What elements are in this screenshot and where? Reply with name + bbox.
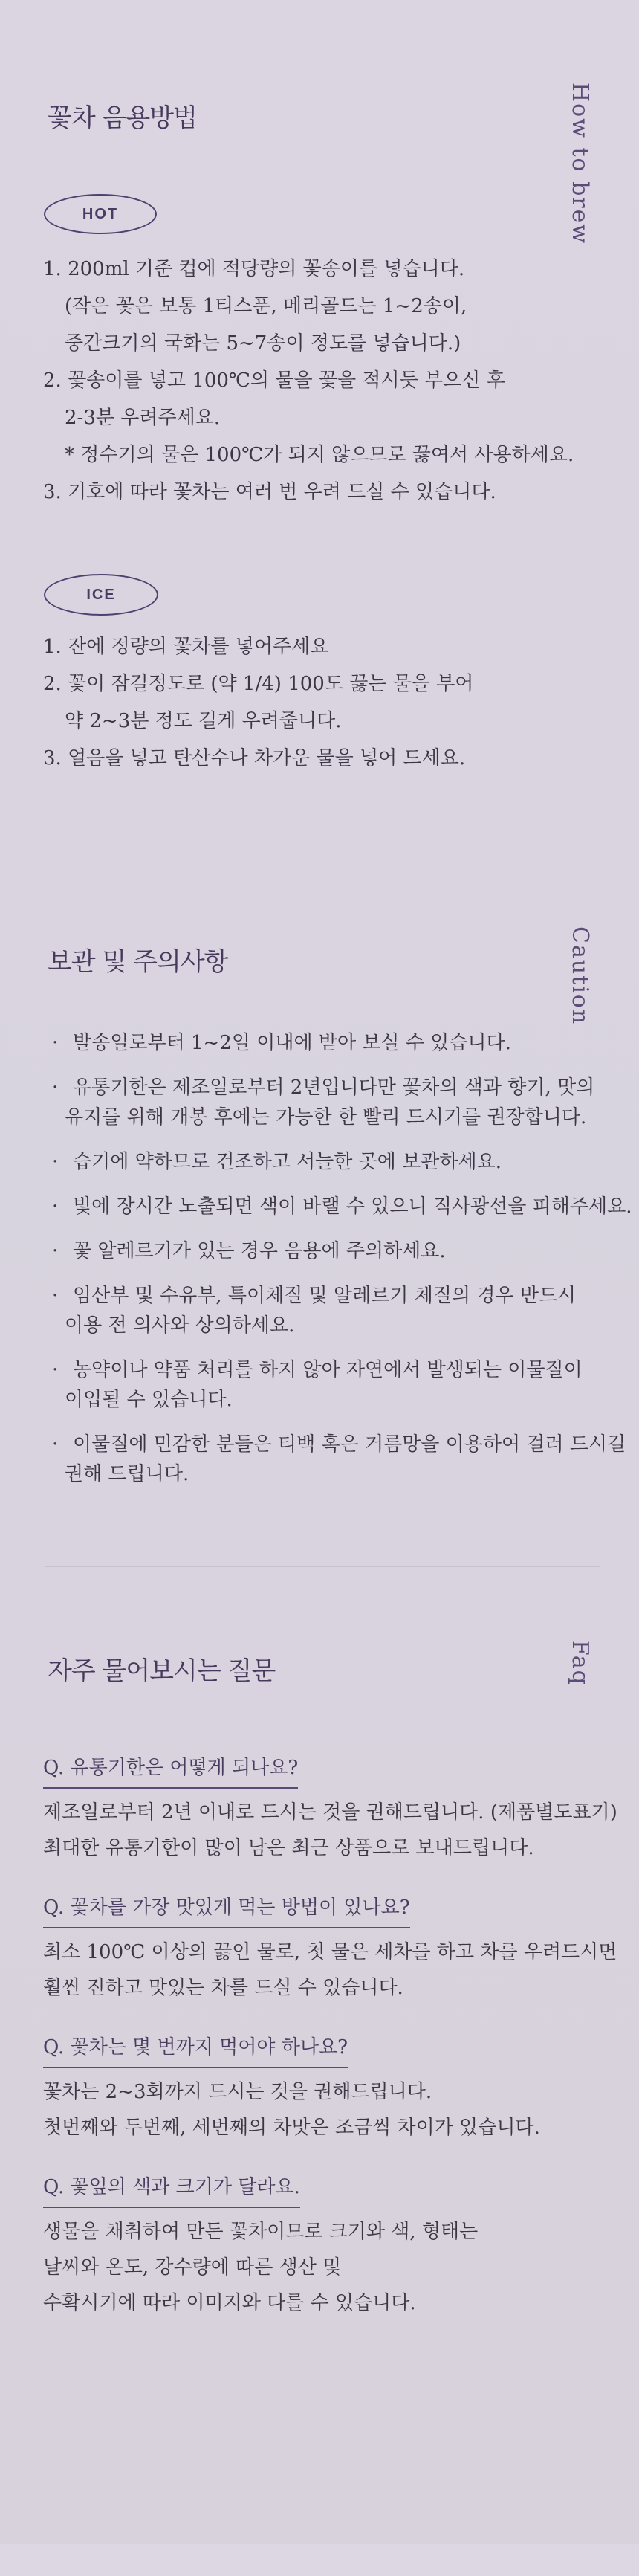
caution-line: 권해 드립니다.	[65, 1463, 189, 1485]
caution-line: 꽃 알레르기가 있는 경우 음용에 주의하세요.	[73, 1240, 446, 1262]
faq-answer	[43, 1934, 617, 2006]
caution-bullet-list	[45, 1028, 632, 1504]
hot-step-line: * 정수기의 물은 100℃가 되지 않으므로 끓여서 사용하세요.	[65, 444, 574, 466]
faq-question: Q. 꽃차는 몇 번까지 먹어야 하나요?	[43, 2036, 348, 2068]
brew-section-title: 꽃차 음용방법	[48, 103, 197, 133]
hot-step-line: 2. 꽃송이를 넣고 100℃의 물을 꽃을 적시듯 부으신 후	[43, 369, 505, 392]
hot-steps-list	[43, 251, 574, 511]
hot-badge	[44, 194, 157, 234]
brew-side-label: How to brew	[567, 83, 593, 245]
faq-answer-line: 최소 100℃ 이상의 끓인 물로, 첫 물은 세차를 하고 차를 우려드시면	[43, 1941, 617, 1963]
hot-badge-label: HOT	[82, 205, 119, 222]
bullet-dot: ·	[52, 1151, 59, 1173]
bullet-dot: ·	[52, 1240, 59, 1262]
faq-answer-line: 수확시기에 따라 이미지와 다를 수 있습니다.	[43, 2292, 416, 2314]
caution-line: 유통기한은 제조일로부터 2년입니다만 꽃차의 색과 향기, 맛의	[73, 1076, 595, 1099]
ice-step-line: 2. 꽃이 잠길정도로 (약 1/4) 100도 끓는 물을 부어	[43, 673, 474, 695]
caution-line: 농약이나 약품 처리를 하지 않아 자연에서 발생되는 이물질이	[73, 1359, 583, 1381]
ice-badge	[44, 574, 158, 616]
faq-answer-line: 훨씬 진하고 맛있는 차를 드실 수 있습니다.	[43, 1977, 403, 1999]
hot-step-line: 중간크기의 국화는 5~7송이 정도를 넣습니다.)	[65, 332, 461, 355]
ice-badge-label: ICE	[86, 586, 116, 603]
bullet-dot: ·	[52, 1076, 59, 1099]
bullet-dot: ·	[52, 1285, 59, 1307]
caution-bullet	[45, 1073, 632, 1132]
hot-step-line: (작은 꽃은 보통 1티스푼, 메리골드는 1~2송이,	[65, 295, 467, 317]
hot-step-line: 2-3분 우려주세요.	[65, 407, 221, 429]
faq-item	[43, 2036, 617, 2146]
caution-line: 임산부 및 수유부, 특이체질 및 알레르기 체질의 경우 반드시	[73, 1285, 577, 1307]
faq-answer-line: 날씨와 온도, 강수량에 따른 생산 및	[43, 2256, 342, 2279]
bullet-dot: ·	[52, 1433, 59, 1456]
caution-bullet	[45, 1430, 632, 1489]
caution-bullet	[45, 1192, 632, 1221]
caution-bullet	[45, 1355, 632, 1415]
faq-question: Q. 유통기한은 어떻게 되나요?	[43, 1756, 298, 1789]
caution-line: 발송일로부터 1~2일 이내에 받아 보실 수 있습니다.	[73, 1032, 511, 1054]
faq-answer-line: 생물을 채취하여 만든 꽃차이므로 크기와 색, 형태는	[43, 2221, 479, 2243]
ice-step-line: 약 2~3분 정도 길게 우려줍니다.	[65, 710, 342, 732]
faq-answer-line: 첫번째와 두번째, 세번째의 차맛은 조금씩 차이가 있습니다.	[43, 2117, 540, 2139]
faq-answer-line: 최대한 유통기한이 많이 남은 최근 상품으로 보내드립니다.	[43, 1837, 534, 1859]
section-divider	[45, 1566, 600, 1567]
caution-side-label: Caution	[567, 926, 593, 1026]
faq-list	[43, 1756, 617, 2351]
caution-line: 이입될 수 있습니다.	[65, 1389, 233, 1411]
faq-side-label: Faq	[567, 1640, 593, 1686]
caution-line: 습기에 약하므로 건조하고 서늘한 곳에 보관하세요.	[73, 1151, 502, 1173]
ice-step-line: 3. 얼음을 넣고 탄산수나 차가운 물을 넣어 드세요.	[43, 747, 466, 769]
faq-item	[43, 1756, 617, 1866]
faq-item	[43, 2175, 617, 2321]
faq-answer	[43, 2214, 617, 2321]
caution-line: 빛에 장시간 노출되면 색이 바랠 수 있으니 직사광선을 피해주세요.	[73, 1195, 632, 1218]
faq-answer-line: 제조일로부터 2년 이내로 드시는 것을 권해드립니다. (제품별도표기)	[43, 1801, 617, 1824]
caution-section-title: 보관 및 주의사항	[48, 946, 228, 977]
caution-line: 이용 전 의사와 상의하세요.	[65, 1314, 295, 1337]
caution-bullet	[45, 1236, 632, 1266]
hot-step-line: 1. 200ml 기준 컵에 적당량의 꽃송이를 넣습니다.	[43, 258, 465, 280]
caution-bullet	[45, 1281, 632, 1340]
bullet-dot: ·	[52, 1195, 59, 1218]
hot-step-line: 3. 기호에 따라 꽃차는 여러 번 우려 드실 수 있습니다.	[43, 481, 496, 503]
ice-steps-list	[43, 628, 473, 777]
faq-answer	[43, 2074, 617, 2146]
bullet-dot: ·	[52, 1032, 59, 1054]
faq-section-title: 자주 물어보시는 질문	[48, 1656, 276, 1686]
faq-question: Q. 꽃잎의 색과 크기가 달라요.	[43, 2175, 300, 2208]
faq-item	[43, 1896, 617, 2006]
caution-bullet	[45, 1147, 632, 1177]
ice-step-line: 1. 잔에 정량의 꽃차를 넣어주세요	[43, 636, 329, 658]
faq-question: Q. 꽃차를 가장 맛있게 먹는 방법이 있나요?	[43, 1896, 410, 1928]
caution-line: 이물질에 민감한 분들은 티백 혹은 거름망을 이용하여 걸러 드시길	[73, 1433, 626, 1456]
faq-answer-line: 꽃차는 2~3회까지 드시는 것을 권해드립니다.	[43, 2081, 432, 2103]
caution-bullet	[45, 1028, 632, 1058]
bottom-texture-strip	[0, 2544, 639, 2576]
bullet-dot: ·	[52, 1359, 59, 1381]
caution-line: 유지를 위해 개봉 후에는 가능한 한 빨리 드시기를 권장합니다.	[65, 1106, 587, 1129]
faq-answer	[43, 1795, 617, 1866]
